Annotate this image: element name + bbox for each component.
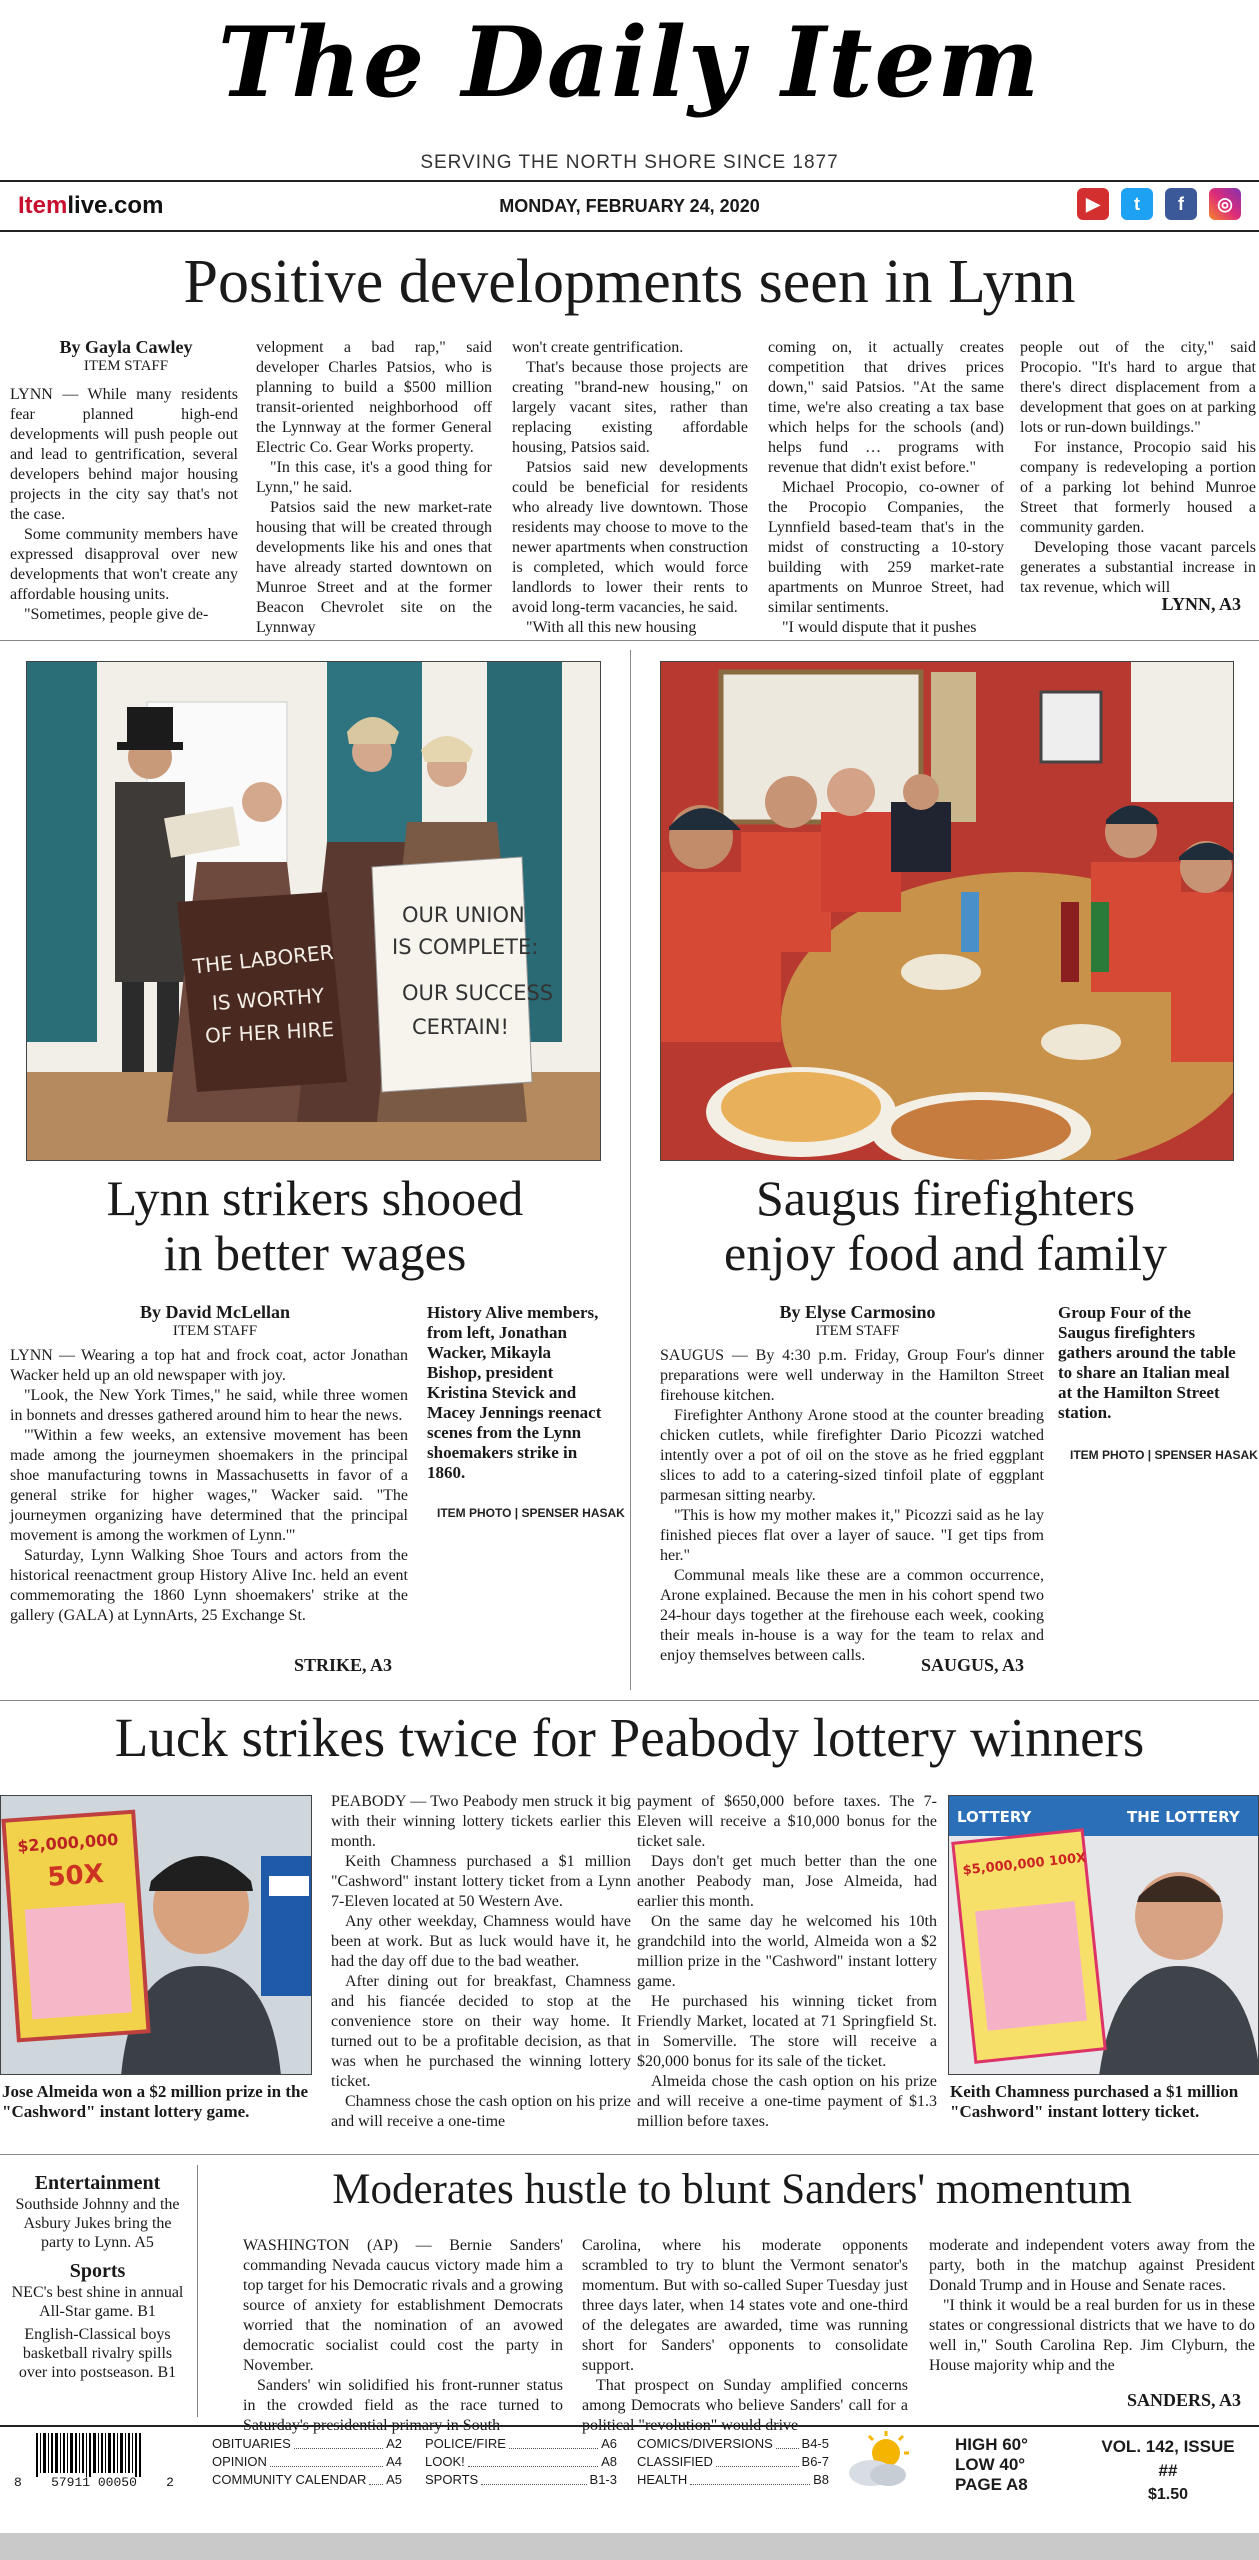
strikers-jump[interactable]: STRIKE, A3 <box>294 1655 393 1675</box>
saugus-staff: ITEM STAFF <box>815 1323 900 1339</box>
footer <box>0 2425 1259 2525</box>
section-divider-2 <box>0 1700 1259 1701</box>
site-prefix: Item <box>18 192 68 219</box>
barcode-number: 57911 00050 <box>51 2475 137 2490</box>
section-divider-3 <box>0 2154 1259 2155</box>
tagline: SERVING THE NORTH SHORE SINCE 1877 <box>420 152 839 173</box>
lead-column-2: velopment a bad rap," said developer Charles Patsios, who is planning to build a $500 million transit-oriented neighborhood off the Lynnway at the former General Electric Co. Gear Works property. "In this case, it's a good thing for Lynn," he said. Patsios said the new market-rate housing that will be created through developments like his and ones that have already started downtown on Munroe Street and at the former Beacon Chevrolet site on the Lynnway <box>256 339 492 636</box>
volume-issue: VOL. 142, ISSUE ## <box>1101 2437 1235 2480</box>
sign-left-line-2: IS WORTHY <box>211 983 325 1016</box>
lottery-column-2: payment of $650,000 before taxes. The 7-Eleven will receive a $10,000 bonus for the ticket sale. Days don't get much better than the one another Peabody man, Jose Almeida, had earlier this month. On the same day he welcomed his 10th grandchild into the world, Almeida won a $2 million prize in the "Cashword" instant lottery game. He purchased his winning ticket from Friendly Market, located at 71 Springfield St. in Somerville. The store will receive a $20,000 bonus for its sale of the ticket. Almeida chose the cash option on his prize and will receive a one-time payment of $1.3 million before taxes. <box>637 1793 937 2130</box>
lead-headline[interactable]: Positive developments seen in Lynn <box>183 248 1076 316</box>
barcode-digits <box>14 2475 174 2490</box>
index-item[interactable]: COMMUNITY CALENDAR A5 <box>212 2472 402 2487</box>
lottery-photo-left <box>0 1795 312 2075</box>
saugus-byline-block <box>660 1302 1055 1340</box>
site-suffix: live.com <box>67 192 164 219</box>
strikers-headline-line-2: in better wages <box>163 1225 467 1281</box>
strikers-photo <box>26 661 601 1161</box>
lead-column-5: people out of the city," said Procopio. "It's hard to argue that there's direct displacement from a development that goes on at parking lots or run-down buildings." For instance, Procopio said his company is redeveloping a portion of a parking lot behind Munroe Street that formerly housed a community garden. Developing those vacant parcels generates a substantial increase in tax revenue, which will <box>1020 339 1256 596</box>
sidebar-entertainment-title[interactable]: Entertainment <box>34 2172 161 2194</box>
saugus-headline[interactable] <box>632 1171 1259 1281</box>
sign-right-line-2: IS COMPLETE: <box>392 935 539 959</box>
sanders-column-1: WASHINGTON (AP) — Bernie Sanders' commanding Nevada caucus victory made him a top target for his Democratic rivals and a growing source of anxiety for establishment Democrats worried that the nomination of an avowed democratic socialist could cost the party in November. Sanders' win solidified his front-runner status in the crowded field as the race turned to Saturday's presidential primary in South <box>243 2237 563 2434</box>
strikers-body: LYNN — Wearing a top hat and frock coat, actor Jonathan Wacker held up an old newspaper with joy. "Look, the New York Times," he said, while three women in bonnets and dresses gathered around him to hear the news. "'Within a few weeks, an extensive movement has been made among the journeymen shoemakers in the principal shoe manufacturing towns in Massachusetts in favor of a general strike for higher wages," Wacker said. "The journeymen organizing have determined that the principal movement is among the workmen of Lynn.'" Saturday, Lynn Walking Shoe Tours and actors from the historical reenactment group History Alive Inc. held an event commemorating the 1860 Lynn shoemakers' strike at the gallery (GALA) at LynnArts, 25 Exchange St. <box>10 1347 408 1624</box>
facebook-icon[interactable]: f <box>1165 188 1197 220</box>
sign-right-line-3: OUR SUCCESS <box>402 981 554 1005</box>
barcode-right-digit: 2 <box>166 2475 174 2490</box>
instagram-icon[interactable]: ◎ <box>1209 188 1241 220</box>
saugus-photo <box>660 661 1234 1161</box>
index-item[interactable]: HEALTH B8 <box>637 2472 829 2487</box>
lottery-headline[interactable]: Luck strikes twice for Peabody lottery winners <box>114 1707 1145 1768</box>
index-column-3 <box>637 2435 829 2489</box>
lottery-photo-right <box>948 1795 1259 2075</box>
strikers-caption: History Alive members, from left, Jonathan Wacker, Mikayla Bishop, president Kristina Stevick and Macey Jennings reenact scenes from the Lynn shoemakers strike in 1860. <box>427 1303 602 1482</box>
date-rule <box>0 230 1259 232</box>
issue-info <box>1093 2435 1243 2507</box>
strikers-staff: ITEM STAFF <box>172 1323 258 1339</box>
left-ticket-top: $2,000,000 <box>16 1829 119 1856</box>
lead-byline: By Gayla Cawley <box>59 337 193 357</box>
sidebar-sports-text-2: English-Classical boys basketball rivalry spills over into postseason. B1 <box>18 2326 177 2381</box>
sanders-jump[interactable]: SANDERS, A3 <box>1126 2390 1241 2410</box>
strikers-byline-block <box>10 1302 420 1340</box>
weather-page: PAGE A8 <box>955 2475 1028 2494</box>
sign-left-line-3: OF HER HIRE <box>204 1016 335 1048</box>
youtube-icon[interactable]: ▶ <box>1077 188 1109 220</box>
lead-column-4: coming on, it actually creates competition that drives prices down," said Patsios. "At the same time, we're also creating a tax base which helps for the schools (and) helps fund … programs with revenue that didn't exist before." Michael Procopio, co-owner of the Procopio Companies, the Lynnfield based-team that's in the midst of constructing a 10-story building with 259 market-rate apartments on Munroe Street, had similar sentiments. "I would dispute that it pushes <box>768 339 1004 636</box>
sign-right-line-1: OUR UNION <box>402 903 525 927</box>
index-item[interactable]: LOOK! A8 <box>425 2454 617 2469</box>
saugus-jump[interactable]: SAUGUS, A3 <box>921 1655 1025 1675</box>
newspaper-title: The Daily Item <box>217 6 1042 119</box>
sidebar-divider <box>197 2165 198 2417</box>
lottery-caption-right: Keith Chamness purchased a $1 million "Cashword" instant lottery ticket. <box>950 2082 1239 2121</box>
right-ticket-mid: $5,000,000 100X <box>962 1850 1087 1879</box>
saugus-credit: ITEM PHOTO | SPENSER HASAK <box>1070 1448 1258 1462</box>
strikers-headline[interactable] <box>0 1171 630 1281</box>
lead-byline-block <box>18 337 234 375</box>
index-item[interactable]: OBITUARIES A2 <box>212 2436 402 2451</box>
lottery-caption-left: Jose Almeida won a $2 million prize in the "Cashword" instant lottery game. <box>2 2082 308 2121</box>
index-item[interactable]: OPINION A4 <box>212 2454 402 2469</box>
saugus-body: SAUGUS — By 4:30 p.m. Friday, Group Four's dinner preparations were well underway in the Hamilton Street firehouse kitchen. Firefighter Anthony Arone stood at the counter breading chicken cutlets, while firefighter Dario Picozzi watched intently over a pot of oil on the stove as he fried eggplant slices to add to a catering-sized tinfoil plate of eggplant parmesan sitting nearby. "This is how my mother makes it," Picozzi said as he lay finished pieces flat over a layer of sauce. "I get tips from her." Communal meals like these are a common occurrence, Arone explained. Because the men in his cohort spend two 24-hour days together at the firehouse each week, cooking their meals in-house is a way for the team to relax and enjoy themselves between calls. <box>660 1347 1044 1664</box>
lead-jump[interactable]: LYNN, A3 <box>1161 594 1241 614</box>
barcode <box>14 2433 174 2493</box>
lead-staff: ITEM STAFF <box>83 358 169 374</box>
lead-column-3: won't create gentrification. That's because those projects are creating "brand-new housing," on largely vacant sites, rather than replacing existing affordable housing, Patsios said. Patsios said new developments could be beneficial for residents who already live downtown. Those residents may choose to move to the newer apartments when construction is completed, which would force landlords to lower their rents to avoid long-term vacancies, he said. "With all this new housing <box>512 339 748 636</box>
sidebar-entertainment-text: Southside Johnny and the Asbury Jukes bring the party to Lynn. A5 <box>15 2196 180 2251</box>
sidebar-sports-text-1: NEC's best shine in annual All-Star game. B1 <box>11 2284 184 2320</box>
right-photo-sign-right: THE LOTTERY <box>1127 1808 1240 1826</box>
saugus-headline-line-1: Saugus firefighters <box>755 1170 1136 1226</box>
lead-column-1: LYNN — While many residents fear planned high-end developments will push people out and lead to gentrification, several developers behind major housing projects in the city say that's not the case. Some community members have expressed disapproval over new developments that won't create any affordable housing units. "Sometimes, people give de- <box>10 386 238 623</box>
index-column-2 <box>425 2435 617 2489</box>
lottery-column-1: PEABODY — Two Peabody men struck it big with their winning lottery tickets earlier this month. Keith Chamness purchased a $1 million "Cashword" instant lottery ticket from a Lynn 7-Eleven located at 50 Western Ave. Any other weekday, Chamness would have been at work. But as luck would have it, he had the day off due to the bad weather. After dining out for breakfast, Chamness and his fiancée decided to stop at the convenience store on their way home. It turned out to be a profitable decision, as that was when he purchased the winning lottery ticket. Chamness chose the cash option on his prize and will receive a one-time <box>331 1793 631 2130</box>
barcode-left-digit: 8 <box>14 2475 22 2490</box>
twitter-icon[interactable]: t <box>1121 188 1153 220</box>
saugus-headline-line-2: enjoy food and family <box>724 1225 1167 1281</box>
sanders-column-2: Carolina, where his moderate opponents scrambled to try to blunt the Vermont senator's momentum. But with so-called Super Tuesday just three days later, when 14 states vote and one-third of the delegates are awarded, time was running short for Sanders' opponents to consolidate support. That prospect on Sunday amplified concerns among Democrats who believe Sanders' call for a political "revolution" would drive <box>582 2237 908 2434</box>
weather-low: LOW 40° <box>955 2455 1026 2474</box>
section-divider <box>0 640 1259 641</box>
masthead <box>0 0 1259 180</box>
masthead-rule <box>0 180 1259 182</box>
strikers-headline-line-1: Lynn strikers shooed <box>106 1170 524 1226</box>
index-column-1 <box>212 2435 402 2489</box>
column-divider-middle <box>630 650 631 1690</box>
social-links <box>1077 188 1241 220</box>
index-item[interactable]: SPORTS B1-3 <box>425 2472 617 2487</box>
strikers-byline: By David McLellan <box>139 1302 290 1322</box>
sanders-column-3: moderate and independent voters away from the party, both in the matchup against President Donald Trump and in House and Senate races. "I think it would be a real burden for us in these states or congressional districts that we have to do well in," South Carolina Rep. Jim Clyburn, the House majority whip and the <box>929 2237 1255 2374</box>
index-item[interactable]: COMICS/DIVERSIONS B4-5 <box>637 2436 829 2451</box>
saugus-caption: Group Four of the Saugus firefighters gathers around the table to share an Italian meal at the Hamilton Street station. <box>1058 1303 1236 1422</box>
weather-high: HIGH 60° <box>955 2435 1028 2454</box>
bottom-band <box>0 2533 1259 2560</box>
issue-date: MONDAY, FEBRUARY 24, 2020 <box>499 196 760 216</box>
sign-left-line-1: THE LABORER <box>191 939 335 979</box>
sanders-headline[interactable]: Moderates hustle to blunt Sanders' momentum <box>332 2166 1132 2213</box>
price: $1.50 <box>1147 2486 1189 2503</box>
sidebar-sports-title[interactable]: Sports <box>69 2260 126 2282</box>
weather-box[interactable] <box>955 2435 1028 2495</box>
index-item[interactable]: CLASSIFIED B6-7 <box>637 2454 829 2469</box>
sign-right-line-4: CERTAIN! <box>412 1015 509 1039</box>
saugus-byline: By Elyse Carmosino <box>779 1302 936 1322</box>
left-ticket-mid: 50X <box>46 1858 105 1893</box>
partly-sunny-icon <box>846 2431 916 2491</box>
strikers-credit: ITEM PHOTO | SPENSER HASAK <box>437 1506 625 1520</box>
sidebar <box>10 2172 185 2382</box>
index-item[interactable]: POLICE/FIRE A6 <box>425 2436 617 2451</box>
date-bar <box>0 184 1259 228</box>
right-photo-sign-left: LOTTERY <box>957 1808 1032 1826</box>
